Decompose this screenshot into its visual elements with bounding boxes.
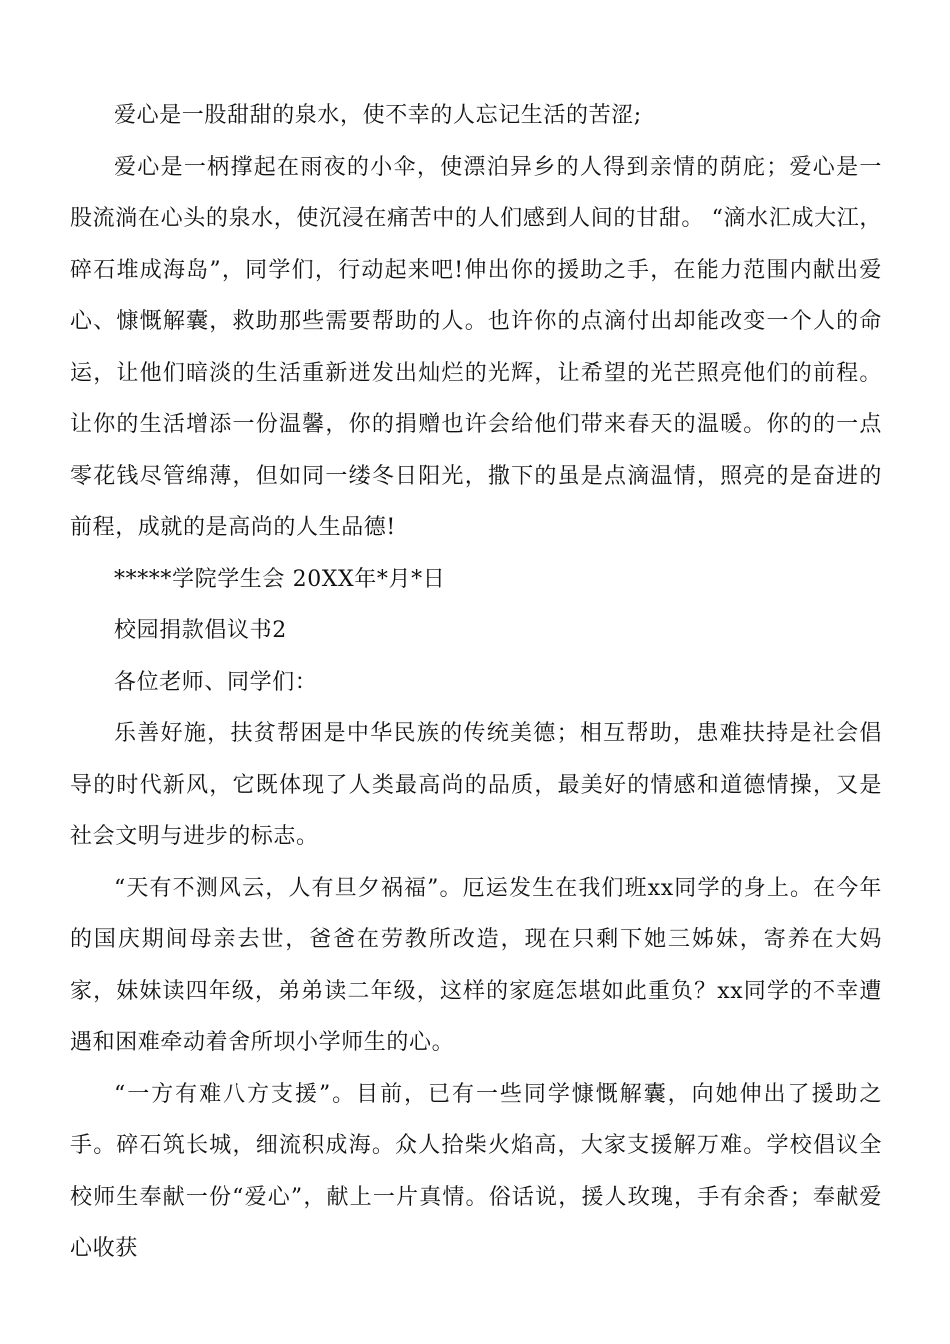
- document-body: [70, 90, 882, 1275]
- paragraph-support: “一方有难八方支援”。目前，已有一些同学慷慨解囊，向她伸出了援助之手。碎石筑长城，细流积成海。众人拾柴火焰高，大家支援解万难。学校倡议全校师生奉献一份“爱心”，献上一片真情。俗话说，援人玫瑰，手有余香；奉献爱心收获: [70, 1081, 882, 1261]
- signature-line: *****学院学生会 20XX年*月*日: [114, 566, 446, 592]
- paragraph-virtue: 乐善好施，扶贫帮困是中华民族的传统美德；相互帮助，患难扶持是社会倡导的时代新风，它既体现了人类最高尚的品质，最美好的情感和道德情操，又是社会文明与进步的标志。: [70, 721, 882, 849]
- section-title: 校园捐款倡议书2: [114, 618, 287, 643]
- paragraph-love-spring: 爱心是一股甜甜的泉水，使不幸的人忘记生活的苦涩;: [114, 103, 642, 128]
- paragraph-misfortune: “天有不测风云，人有旦夕祸福”。厄运发生在我们班xx同学的身上。在今年的国庆期间母亲去世，爸爸在劳教所改造，现在只剩下她三姊妹，寄养在大妈家，妹妹读四年级，弟弟读二年级，这样的家庭怎堪如此重负？xx同学的不幸遭遇和困难牵动着舍所坝小学师生的心。: [70, 875, 882, 1055]
- salutation: 各位老师、同学们：: [114, 669, 318, 695]
- paragraph-love-umbrella: 爱心是一柄撑起在雨夜的小伞，使漂泊异乡的人得到亲情的荫庇；爱心是一股流淌在心头的泉水，使沉浸在痛苦中的人们感到人间的甘甜。 “滴水汇成大江，碎石堆成海岛”，同学们，行动起来吧!伸出你的援助之手，在能力范围内献出爱心、慷慨解囊，救助那些需要帮助的人。也许你的点滴付出却能改变一个人的命运，让他们暗淡的生活重新迸发出灿烂的光辉，让希望的光芒照亮他们的前程。让你的生活增添一份温馨，你的捐赠也许会给他们带来春天的温暖。你的的一点零花钱尽管绵薄，但如同一缕冬日阳光，撒下的虽是点滴温情，照亮的是奋进的前程，成就的是高尚的人生品德!: [70, 154, 882, 540]
